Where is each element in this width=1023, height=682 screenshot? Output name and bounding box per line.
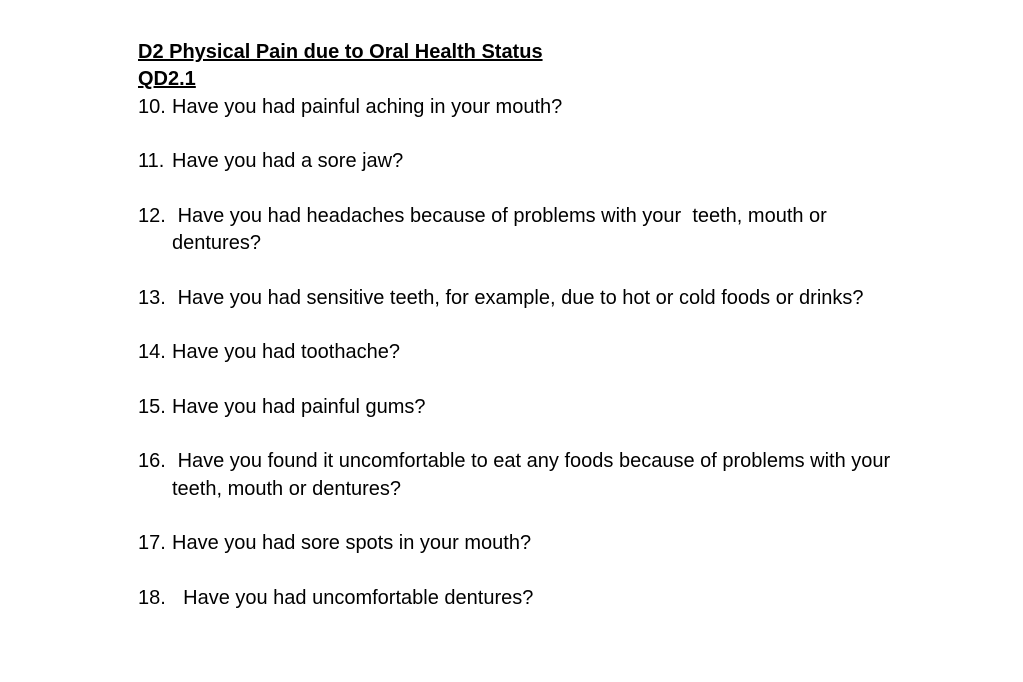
question-number: 14. [138,341,166,364]
question-number: 12. [138,204,166,227]
question-number: 15. [138,395,166,418]
question-number: 17. [138,532,166,555]
question-number: 13. [138,286,166,309]
question-text: Have you had sensitive teeth, for example, due to hot or cold foods or drinks? [172,286,864,309]
question-text: Have you had headaches because of problems with your teeth, mouth or dentures? [172,204,833,255]
question-text: Have you had painful aching in your mouth? [172,95,563,118]
question-text: Have you had toothache? [172,341,400,364]
question-section [138,39,898,612]
question-number: 10. [138,95,166,118]
section-code: QD2.1 [138,68,196,91]
question-item [138,394,898,421]
section-title: D2 Physical Pain due to Oral Health Status [138,41,543,63]
question-text: Have you had a sore jaw? [172,150,404,173]
question-item [138,585,898,612]
question-item [138,448,898,503]
question-text: Have you had sore spots in your mouth? [172,532,532,555]
question-text: Have you had painful gums? [172,395,426,418]
question-item [138,530,898,557]
question-item [138,148,898,175]
question-text: Have you found it uncomfortable to eat any foods because of problems with your teeth, mouth or dentures? [172,450,896,500]
question-number: 16. [138,450,166,473]
question-item [138,94,898,121]
question-item [138,285,898,312]
question-item [138,339,898,366]
question-number: 11. [138,150,165,173]
question-text: Have you had uncomfortable dentures? [172,586,534,609]
question-item [138,203,898,258]
question-number: 18. [138,586,166,609]
